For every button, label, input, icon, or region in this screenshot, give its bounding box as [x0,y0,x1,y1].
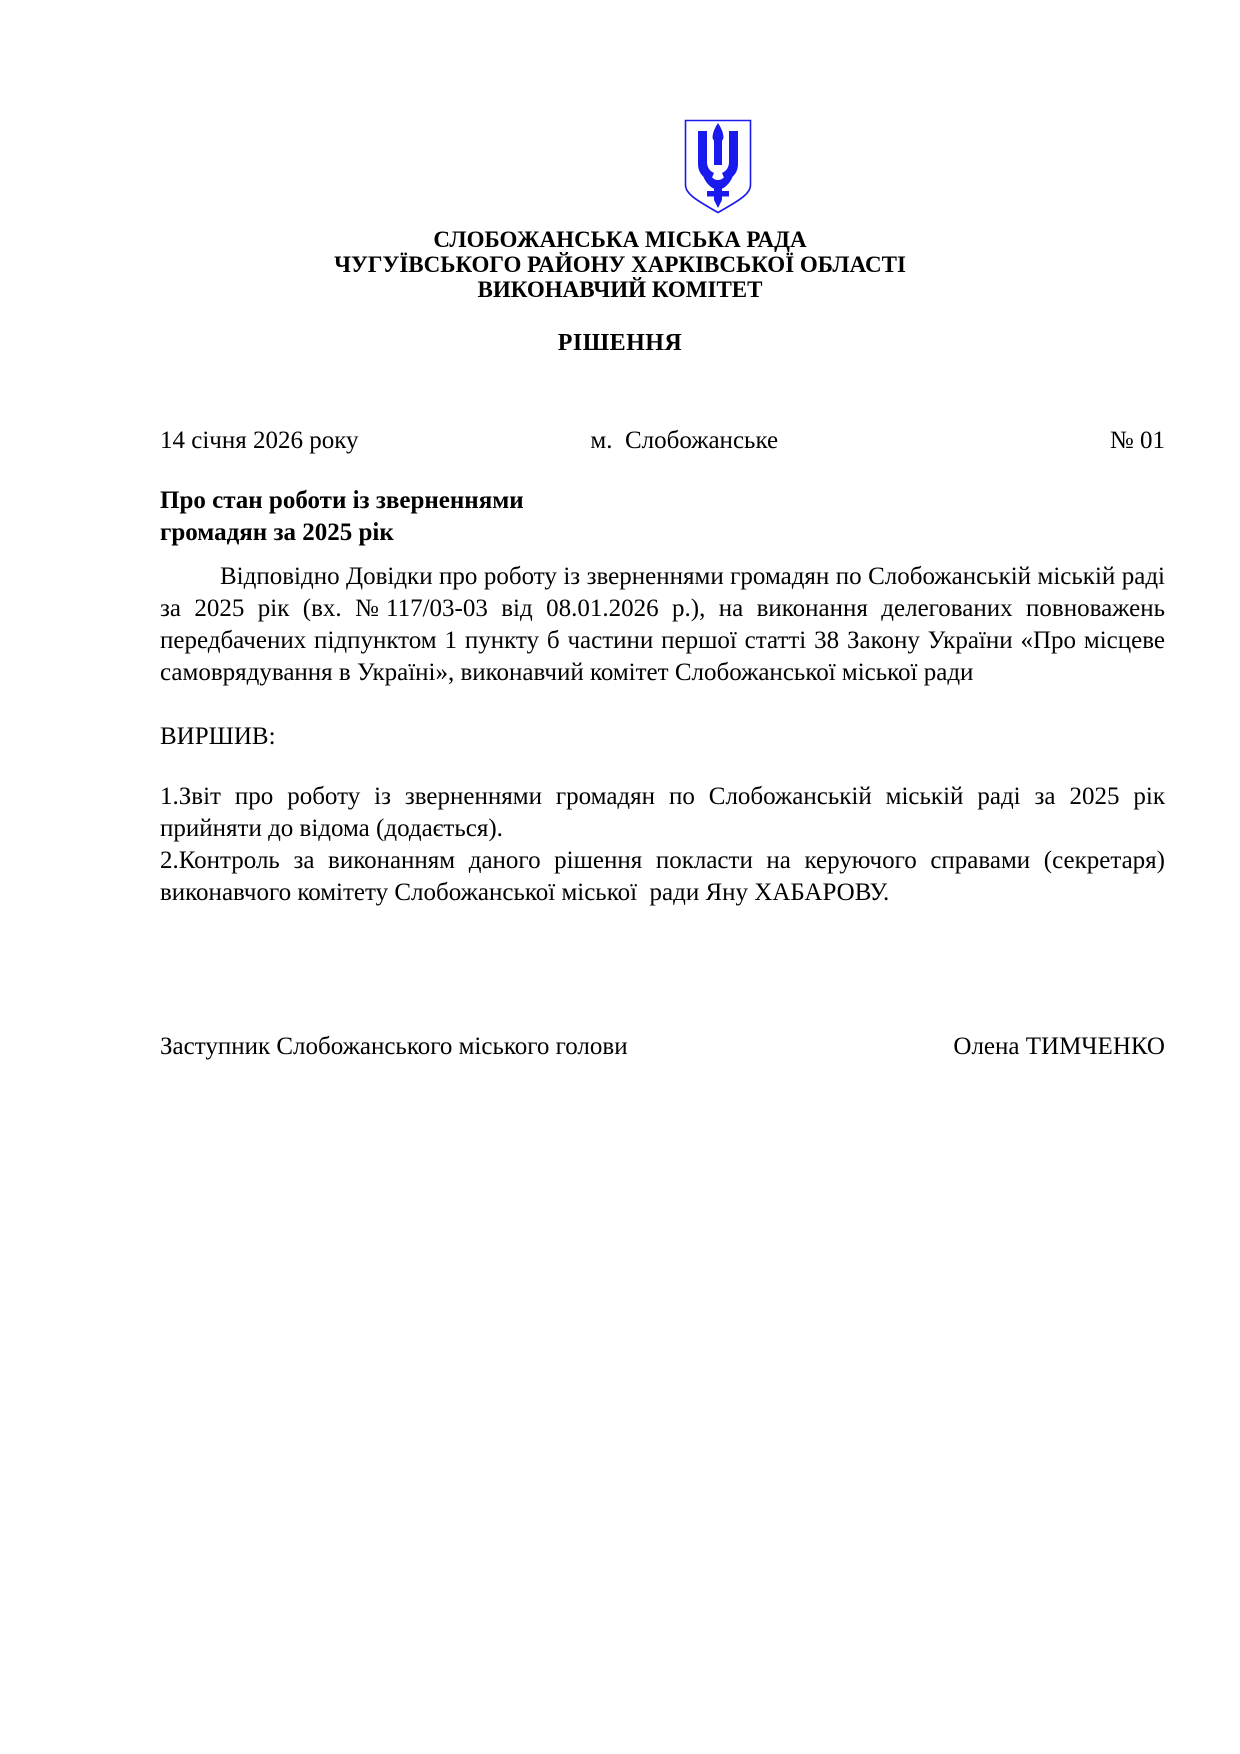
meta-row [160,425,1165,457]
tryzub-icon [684,119,752,215]
signature-name: Олена ТИМЧЕНКО [953,1033,1165,1060]
decision-item-1: 1.Звіт про роботу із зверненнями громадян по Слобожанській міській раді за 2025 рік прийняти до відома (додається). [160,783,1172,842]
org-name: СЛОБОЖАНСЬКА МІСЬКА РАДА [433,227,807,252]
org-header [160,227,1080,302]
doc-place: м. Слобожанське [590,427,779,454]
subject-line-2: громадян за 2025 рік [160,519,394,546]
org-committee: ВИКОНАВЧИЙ КОМІТЕТ [477,277,763,302]
subject-line-1: Про стан роботи із зверненнями [160,487,524,514]
signature-title: Заступник Слобожанського міського голови [160,1033,628,1060]
decision-items [160,781,1172,909]
doc-title: РІШЕННЯ [557,330,683,356]
decision-item-2: 2.Контроль за виконанням даного рішення покласти на керуючого справами (секретаря) виконавчого комітету Слобожанської міської ради Яну ХАБАРОВУ. [160,847,1172,906]
doc-date: 14 січня 2026 року [160,427,359,454]
coat-of-arms-icon [684,119,752,215]
body-paragraph: Відповідно Довідки про роботу із зверненнями громадян по Слобожанській міській раді за 2025 рік (вх. №117/03-03 від 08.01.2026 р.), на виконання делегованих повноважень передбачених підпунктом 1 пункту б частини першої статті 38 Закону України «Про місцеве самоврядування в Україні», виконавчий комітет Слобожанської міської ради [160,563,1172,686]
doc-number: № 01 [1109,427,1165,454]
signature-row [160,1031,1165,1063]
decision-label: ВИРШИВ: [160,723,276,750]
org-district: ЧУГУЇВСЬКОГО РАЙОНУ ХАРКІВСЬКОЇ ОБЛАСТІ [334,252,906,277]
doc-subject [160,485,1165,549]
